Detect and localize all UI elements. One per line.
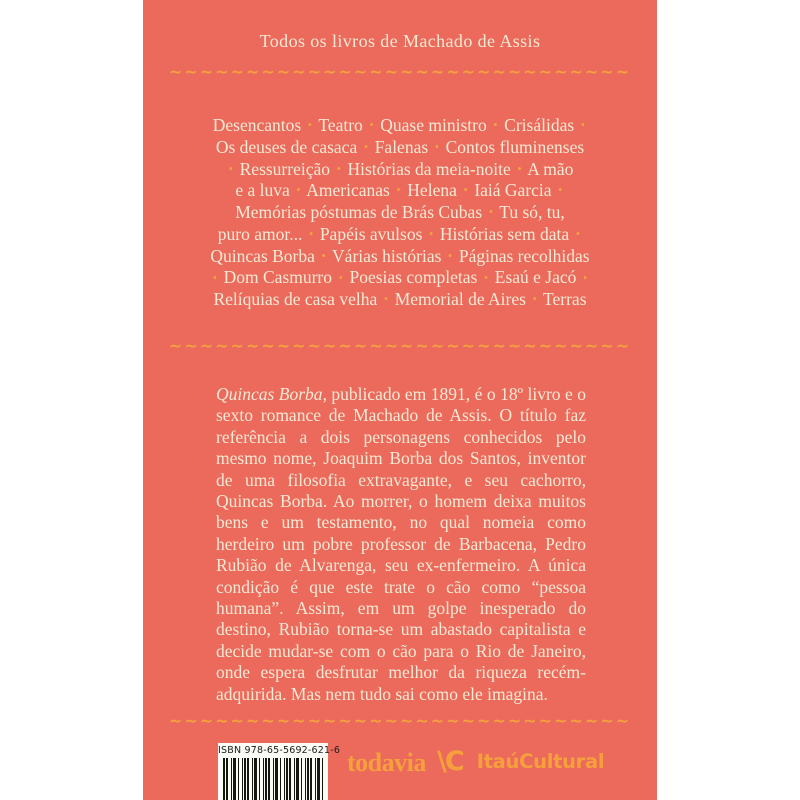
bullet-separator: •: [338, 270, 343, 285]
todavia-logo: todavia: [347, 748, 426, 777]
bullet-separator: •: [582, 270, 588, 285]
back-cover-panel: [143, 0, 657, 800]
itau-cultural-icon: \C: [437, 746, 463, 777]
book-list: [183, 115, 617, 311]
book-list-line: puro amor... • Papéis avulsos • Histórias sem data •: [183, 224, 617, 246]
book-list-line: Desencantos • Teatro • Quase ministro • Crisálidas •: [183, 115, 617, 137]
bullet-separator: •: [336, 161, 341, 176]
book-list-line: Quincas Borba • Várias histórias • Páginas recolhidas: [210, 245, 590, 266]
isbn-label: ISBN 978-65-5692-621-6: [218, 745, 341, 756]
bullet-separator: •: [488, 205, 494, 220]
bullet-separator: •: [517, 161, 522, 176]
bullet-separator: •: [580, 118, 586, 133]
bullet-separator: •: [493, 118, 498, 133]
bullet-separator: •: [575, 227, 580, 241]
bullet-separator: •: [296, 183, 301, 198]
book-list-line: • Dom Casmurro • Poesias completas • Esaú e Jacó •: [183, 267, 617, 289]
bullet-separator: •: [228, 161, 234, 176]
bullet-separator: •: [396, 183, 401, 198]
bullet-separator: •: [558, 183, 563, 198]
book-list-line: Os deuses de casaca • Falenas • Contos fluminenses: [215, 136, 585, 157]
bullet-separator: •: [383, 292, 389, 307]
book-list-line: Memórias póstumas de Brás Cubas • Tu só, tu,: [235, 202, 565, 223]
itau-cultural-logo: [437, 746, 604, 778]
bullet-separator: •: [369, 118, 374, 133]
synopsis: [216, 384, 586, 705]
bullet-separator: •: [428, 227, 434, 241]
bullet-separator: •: [307, 118, 313, 133]
bullet-separator: •: [483, 270, 489, 285]
bullet-separator: •: [447, 248, 453, 263]
wave-divider-middle: ~~~~~~~~~~~~~~~~~~~~~~~~~~~~~~: [168, 336, 632, 355]
book-list-line: e a luva • Americanas • Helena • Iaiá Garcia •: [183, 180, 617, 202]
bullet-separator: •: [434, 139, 440, 154]
bullet-separator: •: [463, 183, 468, 198]
bullet-separator: •: [532, 292, 537, 307]
synopsis-text: , publicado em 1891, é o 18º livro e o sexto romance de Machado de Assis. O título faz referência a dois personagens conhecidos pelo mesmo nome, Joaquim Borba dos Santos, inventor de uma filosofia extravagante, e seu cachorro, Quincas Borba. Ao morrer, o homem deixa muitos bens e um testamento, no qual nomeia como herdeiro um pobre professor de Barbacena, Pedro Rubião de Alvarenga, seu ex-enfermeiro. A única condição é que este trate o cão como “pessoa humana”. Assim, em um golpe inesperado do destino, Rubião torna-se um abastado capitalista e decide mudar-se com o cão para o Rio de Janeiro, onde espera desfrutar melhor da riqueza recém-adquirida. Mas nem tudo sai como ele imagina.: [216, 384, 587, 704]
book-list-line: • Ressurreição • Histórias da meia-noite • A mão: [183, 159, 617, 181]
bullet-separator: •: [363, 139, 369, 154]
publisher-logos-row: [143, 746, 657, 786]
catalog-title: Todos os livros de Machado de Assis: [259, 31, 541, 51]
wave-divider-top: ~~~~~~~~~~~~~~~~~~~~~~~~~~~~~~: [168, 62, 632, 81]
bullet-separator: •: [308, 227, 314, 241]
itau-cultural-label: ItaúCultural: [476, 750, 605, 773]
wave-divider-bottom: ~~~~~~~~~~~~~~~~~~~~~~~~~~~~~~: [168, 711, 632, 730]
synopsis-book-title: Quincas Borba: [216, 384, 323, 404]
bullet-separator: •: [321, 248, 326, 263]
book-list-line: Relíquias de casa velha • Memorial de Aires • Terras: [213, 289, 587, 310]
bullet-separator: •: [212, 270, 218, 285]
